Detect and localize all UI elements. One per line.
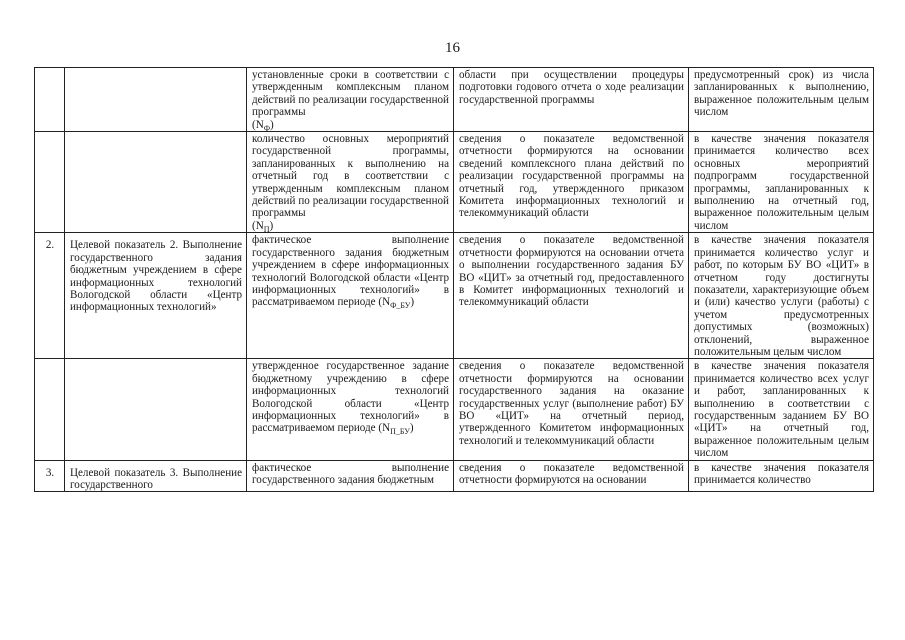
page-number: 16 [445, 40, 460, 56]
table-row [35, 132, 874, 233]
source-cell: сведения о показателе ведомственной отчетности формируются на основании [454, 460, 689, 491]
table-row [35, 359, 874, 460]
indicator-name: Целевой показатель 3. Выполнение государственного [65, 460, 247, 491]
row-number: 3. [35, 460, 65, 491]
indicator-name: Целевой показатель 2. Выполнение государственного задания бюджетным учреждением в сфере информационных технологий Вологодской области «Центр информационных технологий» [65, 233, 247, 359]
source-cell: сведения о показателе ведомственной отчетности формируются на основании отчета о выполнении государственного задания БУ ВО «ЦИТ» за отчетный год, предоставленного в Комитет информационных технологий и телекоммуникаций области [454, 233, 689, 359]
indicator-name [65, 68, 247, 132]
table-row [35, 233, 874, 359]
parameter-text: фактическое выполнение государственного задания бюджетным учреждением в сфере информационных технологий Вологодской области «Центр информационных технологий» в рассматриваемом периоде [252, 234, 449, 309]
parameter-cell: утвержденное государственное задание бюджетному учреждению в сфере информационных технологий Вологодской области «Центр информационных технологий» в рассматриваемом периоде $(N_{П\_БУ})$ [247, 359, 454, 460]
row-number [35, 68, 65, 132]
parameter-cell: установленные сроки в соответствии с утвержденным комплексным планом действий по реализации государственной программы $(N_Ф)$ [247, 68, 454, 132]
indicator-name [65, 132, 247, 233]
indicators-table [34, 67, 874, 492]
parameter-cell: фактическое выполнение государственного задания бюджетным учреждением в сфере информационных технологий Вологодской области «Центр информационных технологий» в рассматриваемом периоде $(N_{Ф\_БУ})$ [247, 233, 454, 359]
parameter-text: количество основных мероприятий государственной программы, запланированных к выполнению на отчетный год в соответствии с утвержденным комплексным планом действий по реализации государственной программы [252, 133, 449, 220]
parameter-symbol: (N [252, 219, 264, 232]
parameter-subscript: Ф [263, 123, 271, 133]
source-cell: области при осуществлении процедуры подготовки годового отчета о ходе реализации государственной программы [454, 68, 689, 132]
table-row [35, 460, 874, 491]
indicator-name [65, 359, 247, 460]
row-number [35, 359, 65, 460]
source-cell: сведения о показателе ведомственной отчетности формируются на основании сведений комплексного плана действий по реализации государственной программы на отчетный год, утвержденного приказом Комитета информационных технологий и телекоммуникаций области [454, 132, 689, 233]
table-row [35, 68, 874, 132]
parameter-subscript: П [263, 225, 270, 235]
row-number: 2. [35, 233, 65, 359]
parameter-cell: количество основных мероприятий государственной программы, запланированных к выполнению на отчетный год в соответствии с утвержденным комплексным планом действий по реализации государственной программы $(N_П)$ [247, 132, 454, 233]
parameter-cell: фактическое выполнение государственного задания бюджетным [247, 460, 454, 491]
note-cell: в качестве значения показателя принимается количество всех основных мероприятий подпрограмм государственной программы, запланированных к выполнению на отчетный год, выраженное положительным целым числом [689, 132, 874, 233]
note-cell: в качестве значения показателя принимается количество всех услуг и работ, запланированных к выполнению в соответствии с государственным заданием БУ ВО «ЦИТ» на отчетный год, выраженное положительным целым числом [689, 359, 874, 460]
parameter-subscript: Ф_БУ [390, 301, 411, 311]
parameter-text: утвержденное государственное задание бюджетному учреждению в сфере информационных технологий Вологодской области «Центр информационных технологий» в рассматриваемом периоде [252, 360, 449, 435]
parameter-text: установленные сроки в соответствии с утвержденным комплексным планом действий по реализации государственной программы [252, 69, 449, 119]
parameter-symbol: (N [378, 422, 391, 435]
parameter-subscript: П_БУ [390, 427, 410, 437]
parameter-symbol: (N [252, 118, 264, 131]
note-cell: предусмотренный срок) из числа запланированных к выполнению, выраженное положительным целым числом [689, 68, 874, 132]
source-cell: сведения о показателе ведомственной отчетности формируются на основании государственного задания на оказание государственных услуг (выполнение работ) БУ ВО «ЦИТ» на отчетный период, утвержденного Комитетом информационных технологий и телекоммуникаций области [454, 359, 689, 460]
row-number [35, 132, 65, 233]
note-cell: в качестве значения показателя принимается количество [689, 460, 874, 491]
note-cell: в качестве значения показателя принимается количество услуг и работ, по которым БУ ВО «ЦИТ» в отчетном году достигнуты показатели, характеризующие объем и (или) качество услуги (работы) с учетом предусмотренных допустимых (возможных) отклонений, выраженное положительным целым числом [689, 233, 874, 359]
parameter-symbol: (N [378, 296, 391, 309]
